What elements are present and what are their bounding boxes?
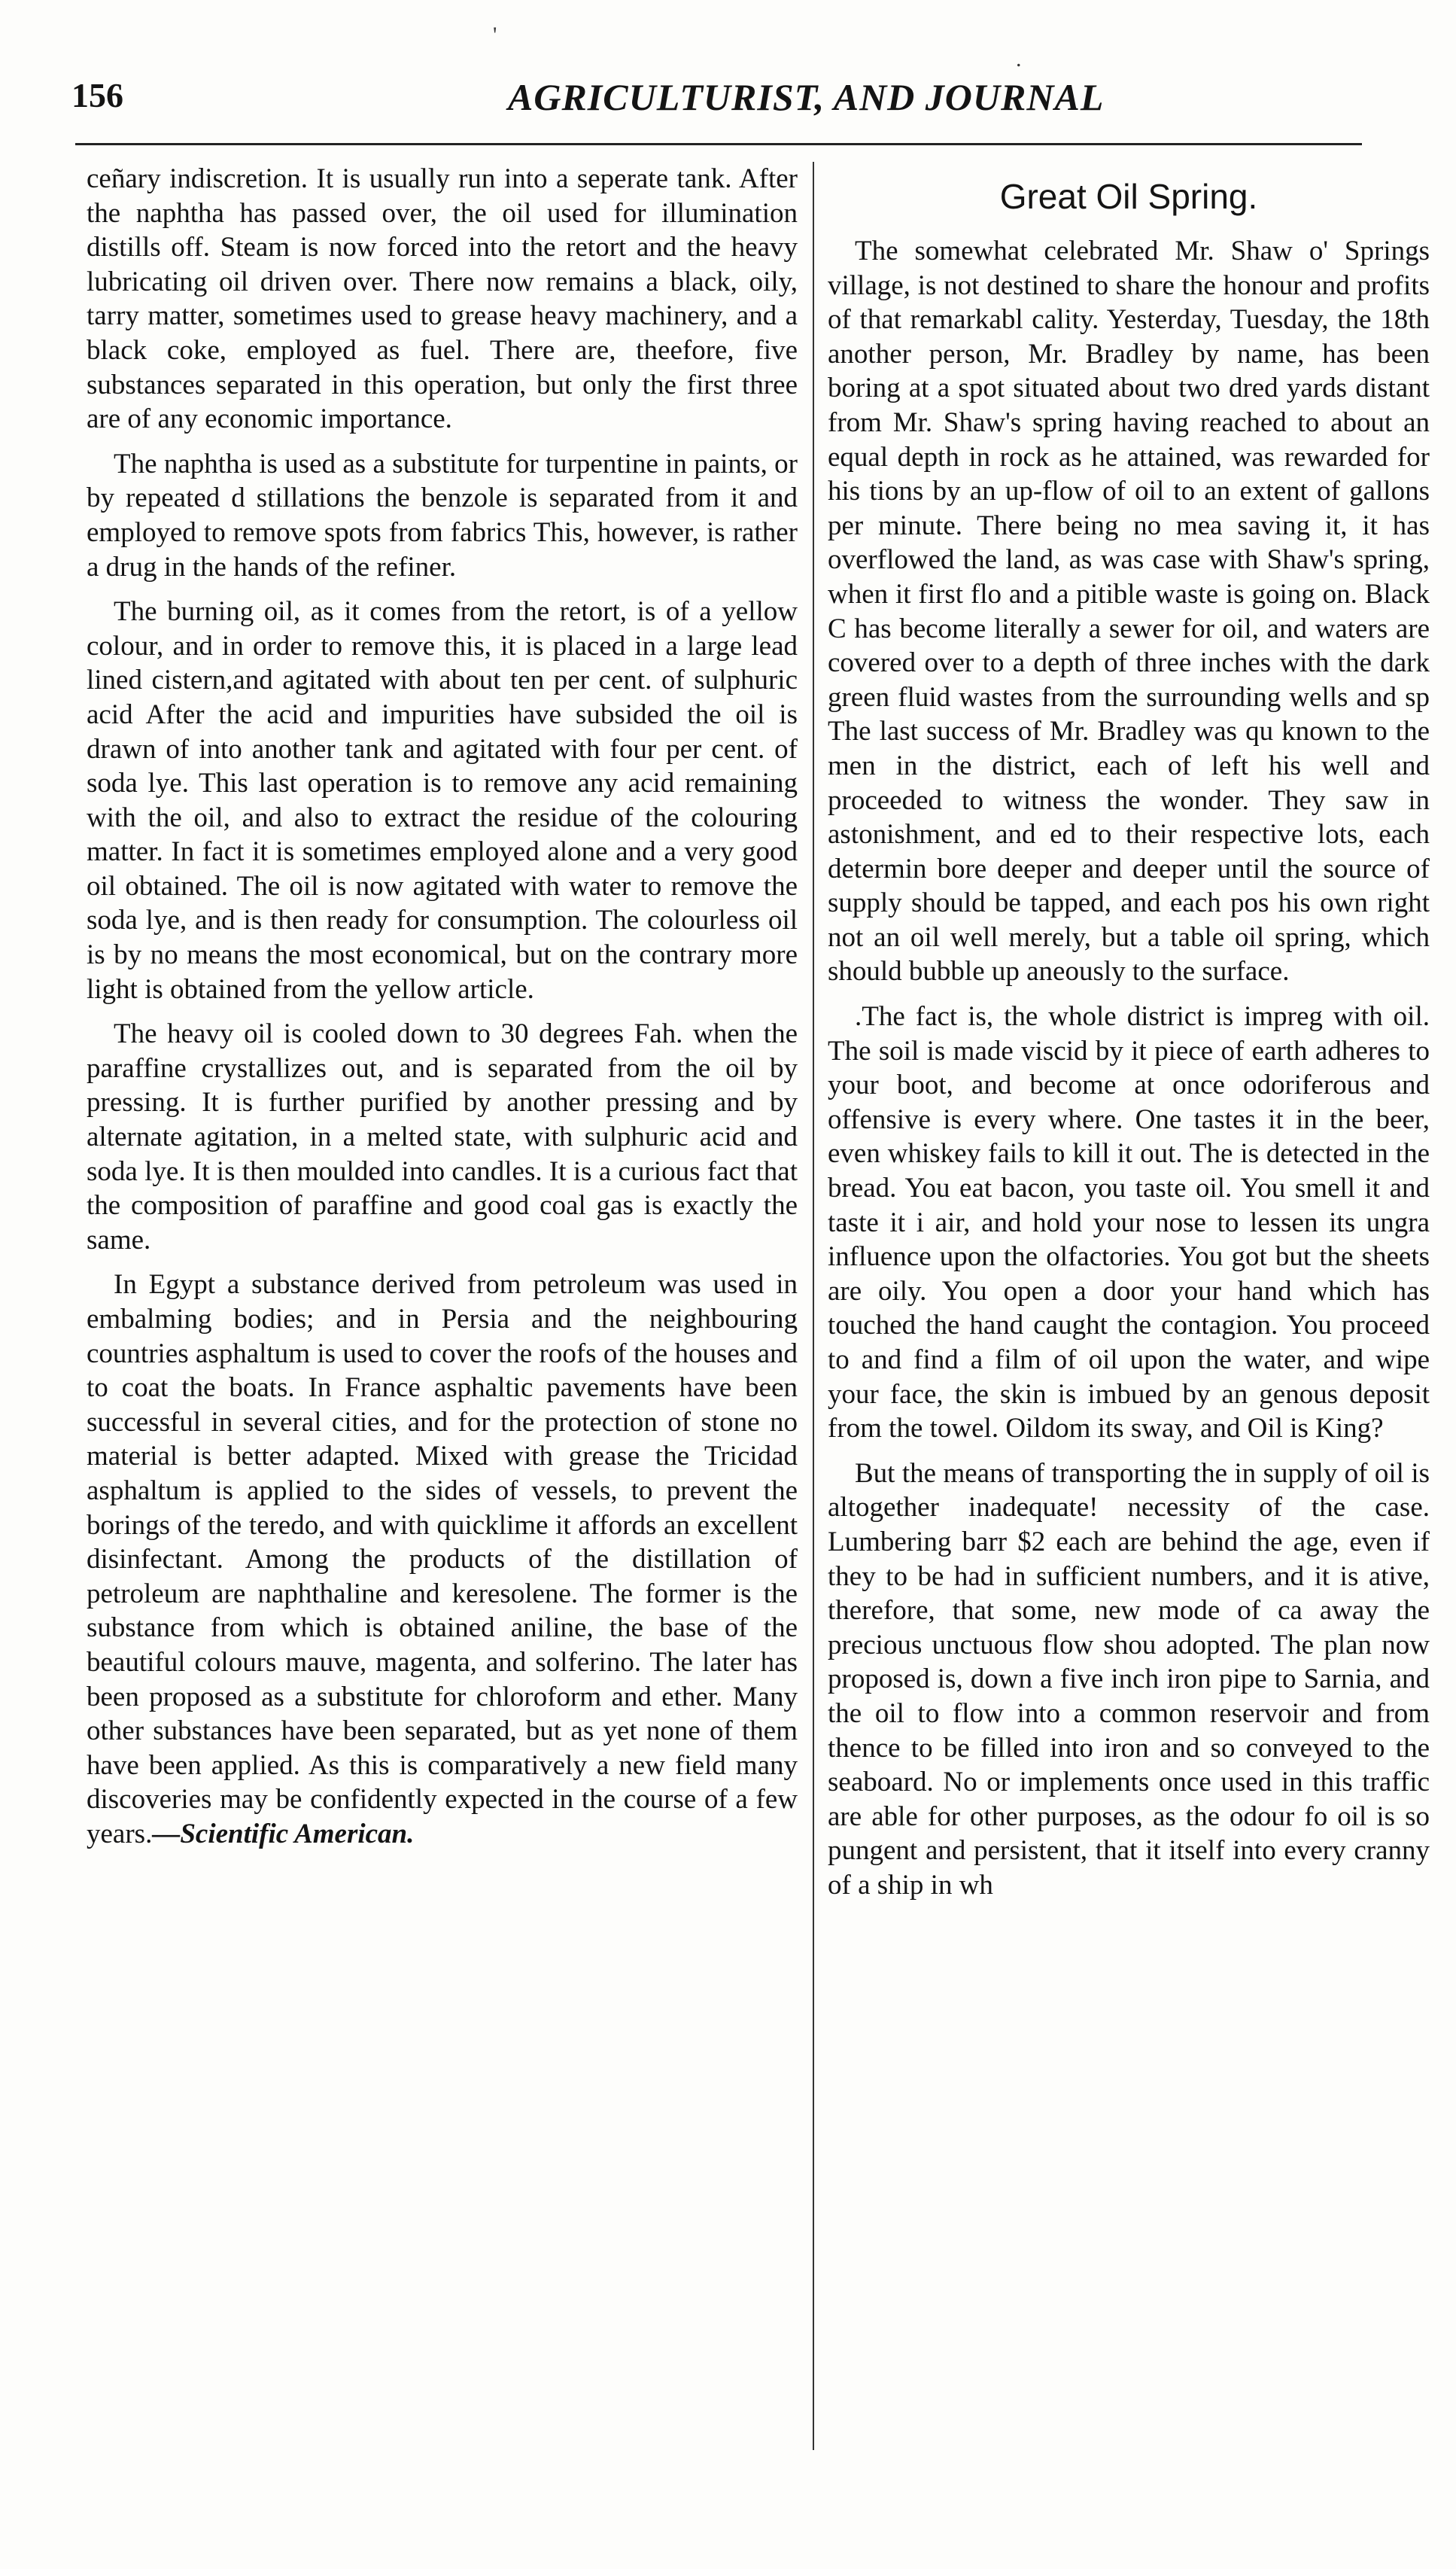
paragraph: The somewhat celebrated Mr. Shaw o' Springs village, is not destined to share the honour and profits of that remarkabl cality. Yesterday, Tuesday, the 18th another person, Mr. Bradley by name, has been boring at a spot situated about two dred yards distant from Mr. Shaw's spring having reached to about an equal depth in rock as he attained, was rewarded for his tions by an up-flow of oil to an extent of gallons per minute. There being no mea saving it, it has overflowed the land, as was case with Shaw's spring, when it first flo and a pitible waste is going on. Black C has become literally a sewer for oil, and waters are covered over to a depth of three inches with the dark green fluid wastes from the surrounding wells and sp The last success of Mr. Bradley was qu known to the men in the district, each of left his well and proceeded to witness the wonder. They saw in astonishment, and ed to their respective lots, each determin bore deeper and deeper until the source of supply should be tapped, and each pos his own right not an oil well merely, but a table oil spring, which should bubble up aneously to the surface. <box>828 236 1430 988</box>
header-rule <box>75 143 1362 145</box>
source-credit: —Scientific American. <box>152 1818 415 1849</box>
paragraph: The naphtha is used as a substitute for turpentine in paints, or by repeated d stillations the benzole is separated from it and employed to remove spots from fabrics This, however, is rather a drug in the hands of the refiner. <box>87 448 798 583</box>
page-number: 156 <box>71 76 123 114</box>
article-title: Great Oil Spring. <box>999 177 1258 216</box>
paragraph: But the means of transporting the in supply of oil is altogether inadequate! necessity of the case. Lumbering barr $2 each are behind the age, even if they to be had in sufficient numbers, and it is ative, therefore, that some, new mode of ca away the precious unctuous flow shou adopted. The plan now proposed is, down a five inch iron pipe to Sarnia, and the oil to flow into a common reservoir and from thence to be filled into iron and so conveyed to the seaboard. No or implements once used in this traffic are able for other purposes, as the odour fo oil is so pungent and persistent, that it itself into every cranny of a ship in wh <box>828 1457 1430 1901</box>
paragraph: .The fact is, the whole district is impreg with oil. The soil is made viscid by it piece of earth adheres to your boot, and become at once odoriferous and offensive is every where. One tastes it in the beer, even whiskey fails to kill it out. The is detected in the bread. You eat bacon, you taste oil. You smell it and taste it i air, and hold your nose to lessen its ungra influence upon the olfactories. You got but the sheets are oily. You open a door your hand which has touched the hand caught the contagion. You proceed to and find a film of oil upon the water, and wipe your face, the skin is imbued by an genous deposit from the towel. Oildom its sway, and Oil is King? <box>828 1001 1430 1444</box>
running-title: AGRICULTURIST, AND JOURNAL <box>508 76 1105 118</box>
print-speck: ' <box>493 23 497 47</box>
page-header <box>71 75 1366 135</box>
paragraph: The burning oil, as it comes from the retort, is of a yellow colour, and in order to remove this, it is placed in a large lead lined cistern,and agitated with about ten per cent. of sulphuric acid After the acid and impurities have subsided the oil is drawn of into another tank and agitated with four per cent. of soda lye. This last operation is to remove any acid remaining with the oil, and also to extract the residue of the colouring matter. In fact it is sometimes employed alone and a very good oil obtained. The oil is now agitated with water to remove the soda lye, and is then ready for consumption. The colourless oil is by no means the most economical, but on the contrary more light is obtained from the yellow article. <box>87 596 798 1005</box>
column-divider <box>813 162 814 2450</box>
paragraph <box>87 1268 798 1851</box>
paragraph-text: In Egypt a substance derived from petroleum was used in embalming bodies; and in Persia and the neighbouring countries asphaltum is used to cover the roofs of the houses and to coat the boats. In France asphaltic pavements have been successful in several cities, and for the protection of stone no material is better adapted. Mixed with grease the Tricidad asphaltum is applied to the sides of vessels, to prevent the borings of the teredo, and with quicklime it affords an excellent disinfectant. Among the products of the distillation of petroleum are naphthaline and keresolene. The former is the substance from which is obtained aniline, the base of the beautiful colours mauve, magenta, and solferino. The later has been proposed as a substitute for chloroform and ether. Many other substances have been separated, but as yet none of them have been applied. As this is comparatively a new field many discoveries may be confidently expected in the course of a few years. <box>87 1269 798 1849</box>
print-speck: . <box>1016 47 1022 72</box>
paragraph: The heavy oil is cooled down to 30 degrees Fah. when the paraffine crystallizes out, and is separated from the oil by pressing. It is further purified by another pressing and by alternate agitation, in a melted state, with sulphuric acid and soda lye. It is then moulded into candles. It is a curious fact that the composition of paraffine and good coal gas is exactly the same. <box>87 1018 798 1256</box>
paragraph: ceñary indiscretion. It is usually run into a seperate tank. After the naphtha has passed over, the oil used for illumination distills off. Steam is now forced into the retort and the heavy lubricating oil driven over. There now remains a black, oily, tarry matter, sometimes used to grease heavy machinery, and a black coke, employed as fuel. There are, theefore, five substances separated in this operation, but only the first three are of any economic importance. <box>87 163 798 435</box>
right-column <box>828 162 1430 1913</box>
left-column <box>87 162 798 1862</box>
